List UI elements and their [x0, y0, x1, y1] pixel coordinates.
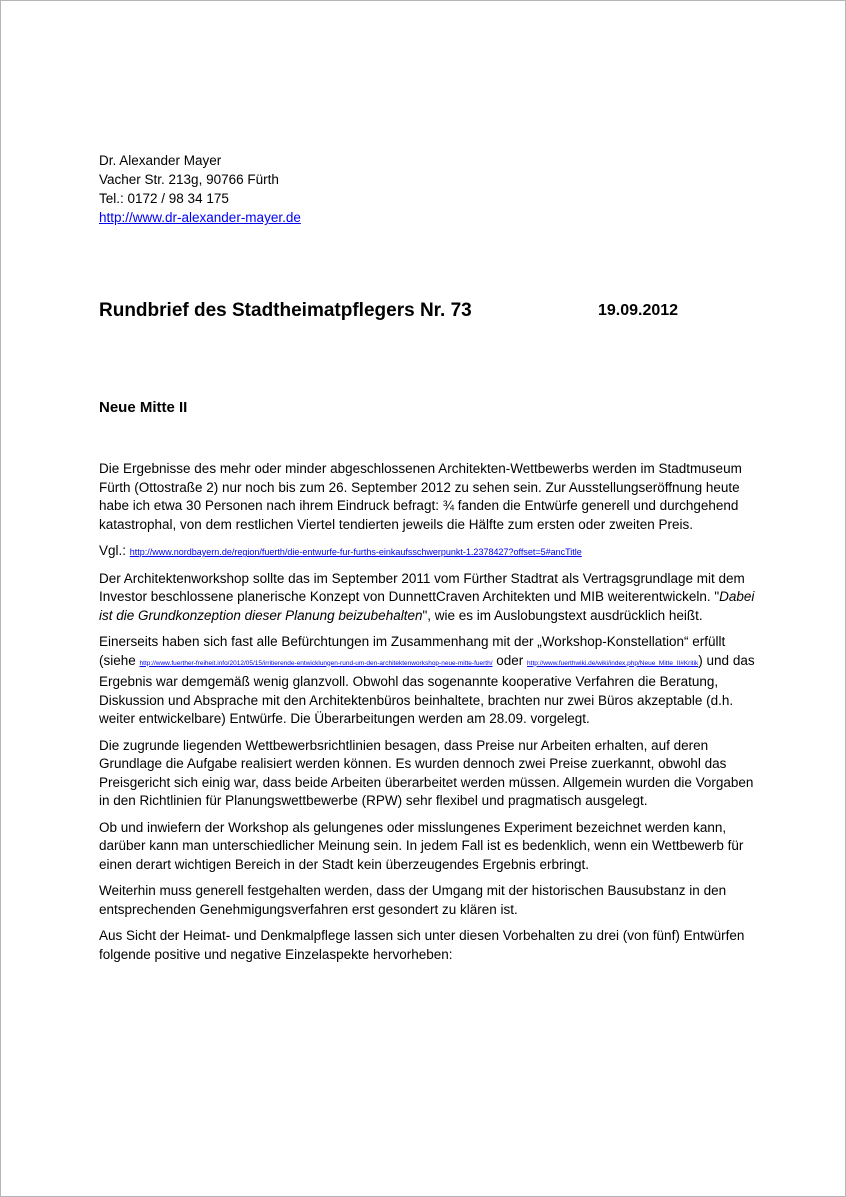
body-paragraph-3: [99, 633, 755, 729]
sender-name: Dr. Alexander Mayer: [99, 153, 222, 168]
body-paragraph-7: Aus Sicht der Heimat- und Denkmalpflege lassen sich unter diesen Vorbehalten zu drei (von fünf) Entwürfen folgende positive und negative Einzelaspekte hervorheben:: [99, 928, 745, 962]
page-title: Rundbrief des Stadtheimatpflegers Nr. 73: [99, 300, 472, 321]
body-paragraph-6: Weiterhin muss generell festgehalten werden, dass der Umgang mit der historischen Bausubstanz in den entsprechenden Genehmigungsverfahren erst gesondert zu klären ist.: [99, 883, 727, 917]
body-paragraph-5: Ob und inwiefern der Workshop als gelungenes oder misslungenes Experiment bezeichnet werden kann, darüber kann man unterschiedlicher Meinung sein. In jedem Fall ist es bedenklich, wenn ein Wettbewerb für einen derart wichtigen Bereich in der Stadt kein überzeugendes Ergebnis erbringt.: [99, 819, 744, 872]
paragraph-3-text-end: ) und das Ergebnis war demgemäß wenig glanzvoll. Obwohl das sogenannte kooperative Verfahren die Beratung, Diskussion und Absprache mit den Architektenbüros beinhaltete, brachten nur zwei Büros akzeptable (d.h. weiter entwickelbare) Entwürfe. Die Überarbeitungen werden am 28.09. vorgelegt.: [99, 652, 755, 726]
body-text: [99, 460, 755, 972]
sender-block: [99, 151, 301, 227]
sender-website-link[interactable]: http://www.dr-alexander-mayer.de: [99, 210, 301, 225]
vgl-reference-line: [99, 542, 755, 562]
sender-website-line: [99, 208, 301, 227]
body-paragraph-2: [99, 570, 755, 626]
fuerther-freiheit-link[interactable]: http://www.fuerther-freiheit.info/2012/05/15/irritierende-entwicklungen-rund-um-den-architektenworkshop-neue-mitte-fuerth/: [139, 659, 493, 667]
sender-phone: Tel.: 0172 / 98 34 175: [99, 191, 229, 206]
fuerthwiki-link[interactable]: http://www.fuerthwiki.de/wiki/index.php/Neue_Mitte_II#Kritik: [527, 659, 699, 667]
section-heading: Neue Mitte II: [99, 399, 188, 416]
paragraph-3-text: Einerseits haben sich fast alle Befürchtungen im Zusammenhang mit der „Workshop-Konstellation“ erfüllt (siehe: [99, 634, 726, 668]
paragraph-2-text: Der Architektenworkshop sollte das im September 2011 vom Fürther Stadtrat als Vertragsgrundlage mit dem Investor beschlossene planerische Konzept von DunnettCraven Architekten und MIB weiterentwickeln. ": [99, 570, 745, 604]
vgl-label: Vgl.:: [99, 543, 130, 558]
body-paragraph-4: Die zugrunde liegenden Wettbewerbsrichtlinien besagen, dass Preise nur Arbeiten erhalten, auf deren Grundlage die Aufgabe realisiert werden können. Es wurden dennoch zwei Preise zuerkannt, obwohl das Preisgericht sich einig war, dass beide Arbeiten überarbeitet werden müssen. Allgemein wurden die Vorgaben in den Richtlinien für Planungswettbewerbe (RPW) sehr flexibel und pragmatisch ausgelegt.: [99, 737, 754, 808]
paragraph-2-text-end: ", wie es im Auslobungstext ausdrücklich heißt.: [422, 607, 703, 623]
document-date: 19.09.2012: [598, 302, 679, 319]
paragraph-3-text-mid: oder: [492, 652, 528, 668]
paragraph-2-quote: Dabei ist die Grundkonzeption dieser Planung beizubehalten: [99, 589, 755, 623]
sender-address: Vacher Str. 213g, 90766 Fürth: [99, 172, 279, 187]
body-paragraph-1: Die Ergebnisse des mehr oder minder abgeschlossenen Architekten-Wettbewerbs werden im Stadtmuseum Fürth (Ottostraße 2) nur noch bis zum 26. September 2012 zu sehen sein. Zur Ausstellungseröffnung heute habe ich etwa 30 Personen nach ihrem Eindruck befragt: ¾ fanden die Entwürfe generell und durchgehend katastrophal, von dem restlichen Viertel tendierten jeweils die Hälfte zum ersten oder zweiten Preis.: [99, 461, 742, 532]
title-row: [99, 299, 759, 322]
nordbayern-link[interactable]: http://www.nordbayern.de/region/fuerth/die-entwurfe-fur-furths-einkaufsschwerpunkt-1.2378427?offset=5#ancTitle: [129, 547, 582, 557]
